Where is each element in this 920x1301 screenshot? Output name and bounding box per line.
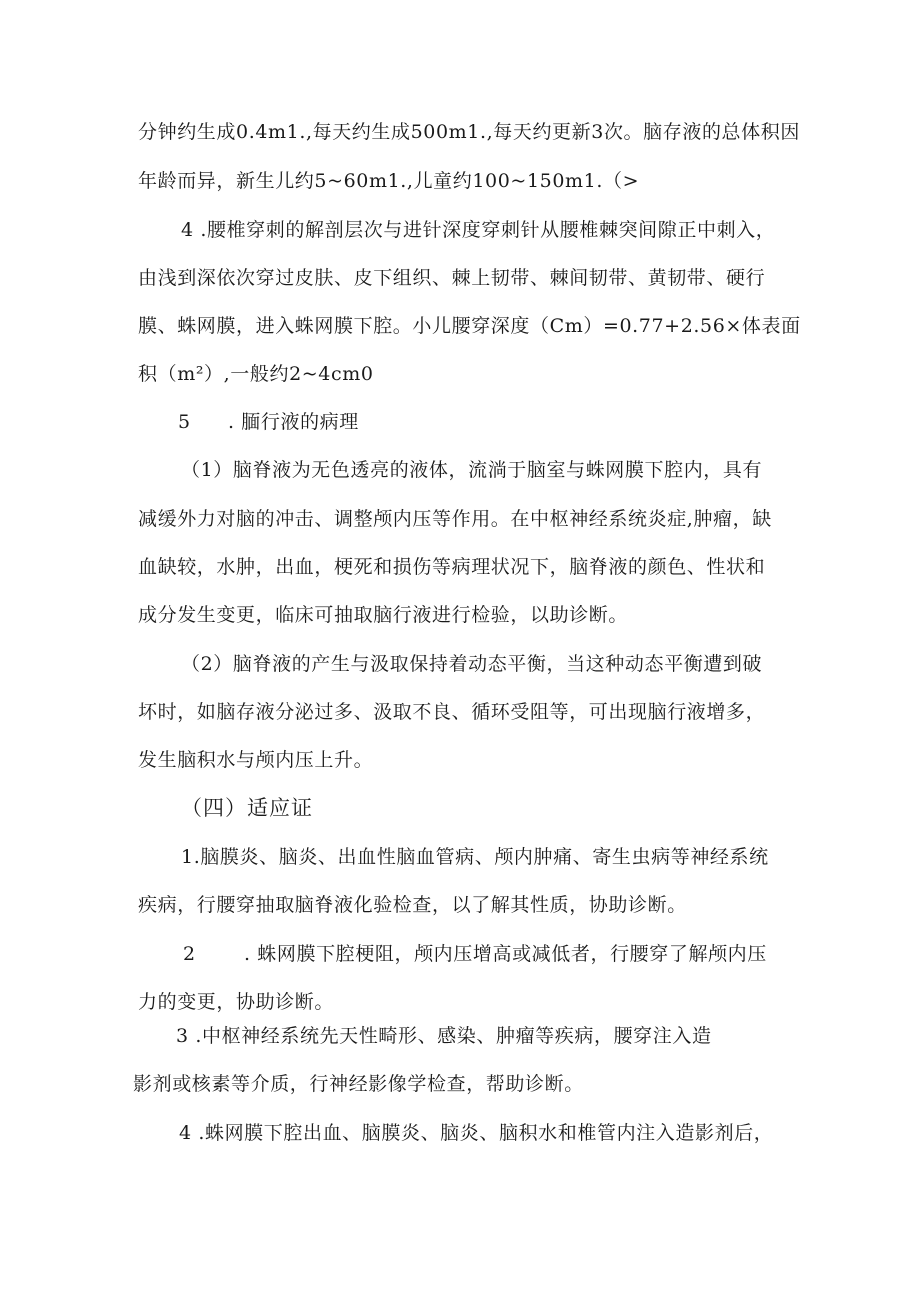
paragraph-1-line: （1）脑脊液为无色透亮的液体，流淌于脑室与蛛网膜下腔内，具有 (181, 459, 763, 481)
text-line: 年龄而异，新生儿约5~60m1.,儿童约100~150m1.（> (138, 170, 640, 192)
text-line: 力的变更，协助诊断。 (138, 991, 335, 1013)
text-line: 减缓外力对脑的冲击、调整颅内压等作用。在中枢神经系统炎症,肿瘤，缺 (138, 508, 772, 530)
list-item-4-line: 4 .腰椎穿刺的解剖层次与进针深度穿刺针从腰椎棘突间隙正中刺入， (181, 219, 776, 241)
text-line: 膜、蛛网膜，进入蛛网膜下腔。小儿腰穿深度（Cm）=0.77+2.56×体表面 (138, 315, 801, 337)
text-line: 分钟约生成0.4m1.,每天约生成500m1.,每天约更新3次。脑存液的总体积因 (138, 121, 800, 143)
text-line: 血缺较，水肿，出血，梗死和损伤等病理状况下，脑脊液的颜色、性状和 (138, 556, 766, 578)
section-heading-indications: （四）适应证 (181, 796, 313, 820)
list-number-5: 5 (178, 411, 191, 433)
indication-1-line: 1.脑膜炎、脑炎、出血性脑血管病、颅内肿痛、寄生虫病等神经系统 (181, 846, 769, 868)
text-line: 积（m²）,一般约2~4cm0 (138, 363, 374, 385)
list-number-2: 2 (183, 943, 196, 965)
text-line: 坏时，如脑存液分泌过多、汲取不良、循环受阻等，可出现脑行液增多， (138, 701, 766, 723)
text-line: 由浅到深依次穿过皮肤、皮下组织、棘上韧带、棘间韧带、黄韧带、硬行 (138, 267, 766, 289)
paragraph-2-line: （2）脑脊液的产生与汲取保持着动态平衡，当这种动态平衡遭到破 (181, 653, 763, 675)
indication-4-line: 4 .蛛网膜下腔出血、脑膜炎、脑炎、脑积水和椎管内注入造影剂后， (179, 1122, 774, 1144)
text-line: 成分发生变更，临床可抽取脑行液进行检验，以助诊断。 (138, 604, 629, 626)
indication-3-line: 3 .中枢神经系统先天性畸形、感染、肿瘤等疾病，腰穿注入造 (176, 1025, 712, 1047)
section-title-pathology: . 腼行液的病理 (228, 411, 359, 433)
indication-2-line: . 蛛网膜下腔梗阻，颅内压增高或减低者，行腰穿了解颅内压 (244, 943, 767, 965)
text-line: 疾病，行腰穿抽取脑脊液化验检查，以了解其性质，协助诊断。 (138, 894, 687, 916)
text-line: 发生脑积水与颅内压上升。 (138, 749, 374, 771)
text-line: 影剂或核素等介质，行神经影像学检查，帮助诊断。 (133, 1073, 584, 1095)
